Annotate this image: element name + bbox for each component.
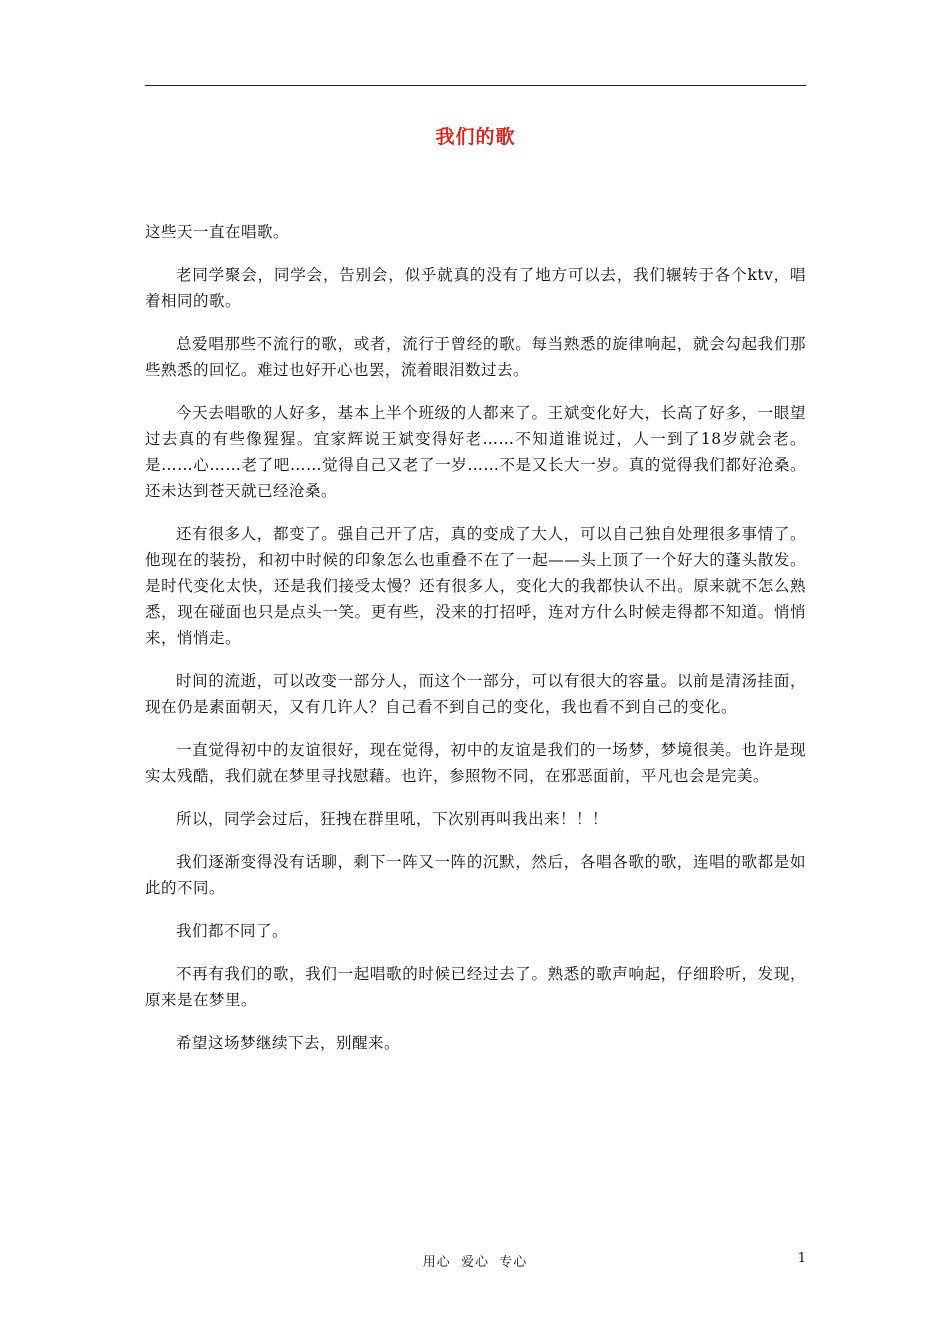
- paragraph-6: 时间的流逝，可以改变一部分人，而这个一部分，可以有很大的容量。以前是清汤挂面，现在仍是素面朝天，又有几许人？自己看不到自己的变化，我也看不到自己的变化。: [145, 672, 806, 716]
- page-number: 1: [797, 1251, 806, 1266]
- paragraph-1: 这些天一直在唱歌。: [145, 223, 290, 241]
- document-title: 我们的歌: [435, 126, 516, 148]
- header-rule: [145, 85, 806, 86]
- paragraph-10: 我们都不同了。: [176, 922, 289, 940]
- paragraph-4: 今天去唱歌的人好多，基本上半个班级的人都来了。王斌变化好大，长高了好多，一眼望过去真的有些像猩猩。宜家辉说王斌变得好老……不知道谁说过，人一到了18岁就会老。是……心……老了吧……觉得自己又老了一岁……不是又长大一岁。真的觉得我们都好沧桑。还未达到苍天就已经沧桑。: [145, 404, 806, 500]
- paragraph-5: 还有很多人，都变了。强自己开了店，真的变成了大人，可以自己独自处理很多事情了。他现在的装扮，和初中时候的印象怎么也重叠不在了一起——头上顶了一个好大的蓬头散发。是时代变化太快，还是我们接受太慢？还有很多人，变化大的我都快认不出。原来就不怎么熟悉，现在碰面也只是点头一笑。更有些，没来的打招呼，连对方什么时候走得都不知道。悄悄来，悄悄走。: [145, 525, 806, 647]
- paragraph-8: 所以，同学会过后，狂拽在群里吼，下次别再叫我出来！！！: [176, 810, 609, 828]
- article-body: [145, 219, 806, 1073]
- paragraph-9: 我们逐渐变得没有话聊，剩下一阵又一阵的沉默，然后，各唱各歌的歌，连唱的歌都是如此的不同。: [145, 853, 806, 897]
- paragraph-11: 不再有我们的歌，我们一起唱歌的时候已经过去了。熟悉的歌声响起，仔细聆听，发现，原来是在梦里。: [145, 965, 806, 1009]
- paragraph-2: 老同学聚会，同学会，告别会，似乎就真的没有了地方可以去，我们辗转于各个ktv，唱着相同的歌。: [145, 266, 806, 310]
- paragraph-12: 希望这场梦继续下去，别醒来。: [176, 1034, 401, 1052]
- paragraph-3: 总爱唱那些不流行的歌，或者，流行于曾经的歌。每当熟悉的旋律响起，就会勾起我们那些熟悉的回忆。难过也好开心也罢，流着眼泪数过去。: [145, 335, 806, 379]
- footer-motto: 用心 爱心 专心: [422, 1255, 528, 1270]
- paragraph-7: 一直觉得初中的友谊很好，现在觉得，初中的友谊是我们的一场梦，梦境很美。也许是现实太残酷，我们就在梦里寻找慰藉。也许，参照物不同，在邪恶面前，平凡也会是完美。: [145, 741, 806, 785]
